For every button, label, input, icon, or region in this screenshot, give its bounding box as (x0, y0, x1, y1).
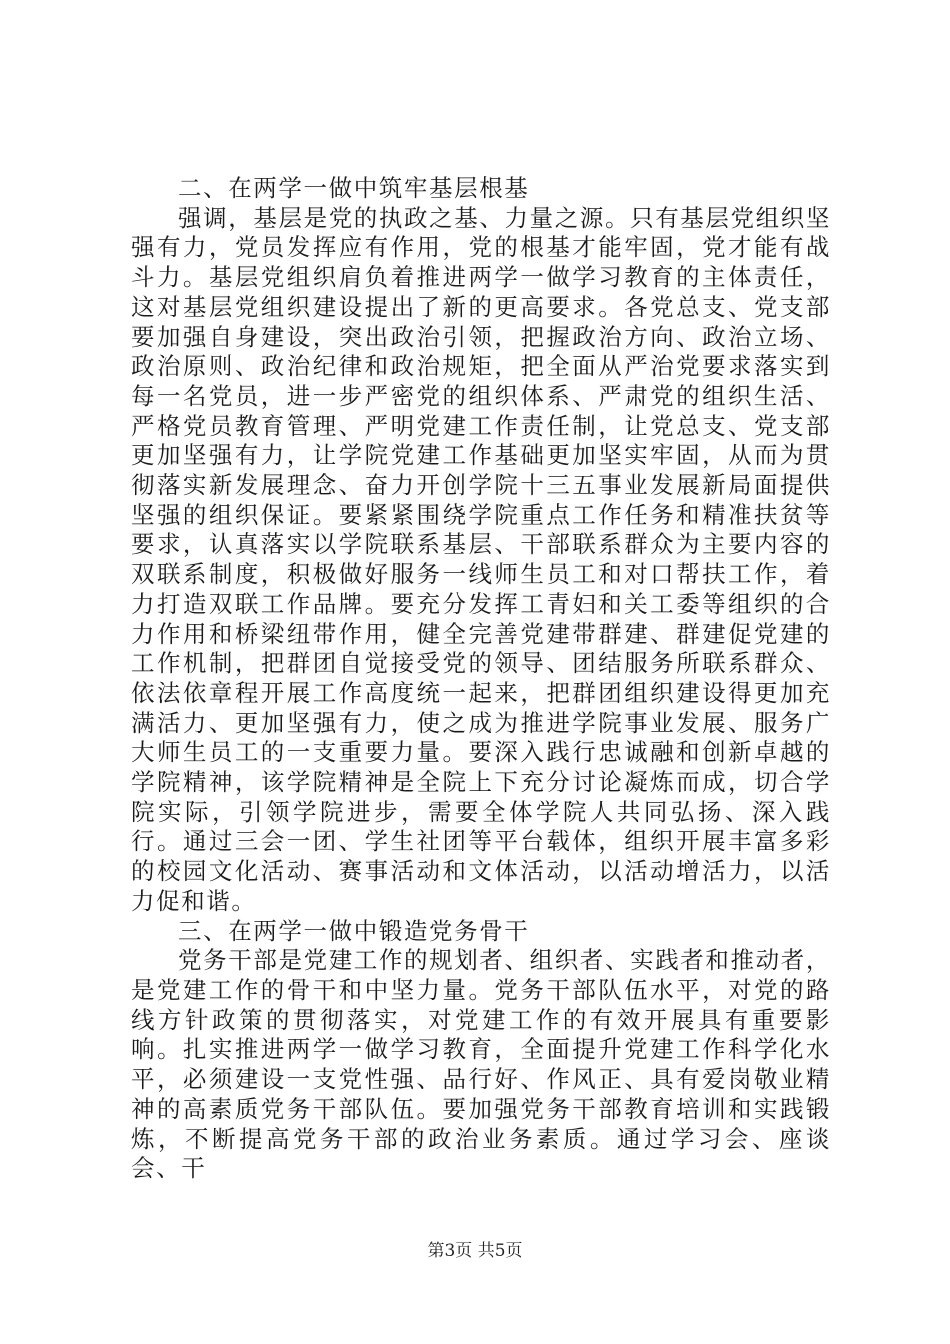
section-heading-2: 二、在两学一做中筑牢基层根基 (178, 174, 530, 202)
document-body (131, 174, 831, 1184)
page-number-footer: 第3页 共5页 (427, 1241, 523, 1261)
section-paragraph-3: 党务干部是党建工作的规划者、组织者、实践者和推动者，是党建工作的骨干和中坚力量。党务干部队伍水平，对党的路线方针政策的贯彻落实，对党建工作的有效开展具有重要影响。扎实推进两学一做学习教育，全面提升党建工作科学化水平，必须建设一支党性强、品行好、作风正、具有爱岗敬业精神的高素质党务干部队伍。要加强党务干部教育培训和实践锻炼，不断提高党务干部的政治业务素质。通过学习会、座谈会、干 (131, 946, 831, 1183)
section-heading-3: 三、在两学一做中锻造党务骨干 (178, 916, 530, 945)
section-paragraph-2: 强调，基层是党的执政之基、力量之源。只有基层党组织坚强有力，党员发挥应有作用，党的根基才能牢固，党才能有战斗力。基层党组织肩负着推进两学一做学习教育的主体责任，这对基层党组织建设提出了新的更高要求。各党总支、党支部要加强自身建设，突出政治引领，把握政治方向、政治立场、政治原则、政治纪律和政治规矩，把全面从严治党要求落实到每一名党员，进一步严密党的组织体系、严肃党的组织生活、严格党员教育管理、严明党建工作责任制，让党总支、党支部更加坚强有力，让学院党建工作基础更加坚实牢固，从而为贯彻落实新发展理念、奋力开创学院十三五事业发展新局面提供坚强的组织保证。要紧紧围绕学院重点工作任务和精准扶贫等要求，认真落实以学院联系基层、干部联系群众为主要内容的双联系制度，积极做好服务一线师生员工和对口帮扶工作，着力打造双联工作品牌。要充分发挥工青妇和关工委等组织的合力作用和桥梁纽带作用，健全完善党建带群建、群建促党建的工作机制，把群团自觉接受党的领导、团结服务所联系群众、依法依章程开展工作高度统一起来，把群团组织建设得更加充满活力、更加坚强有力，使之成为推进学院事业发展、服务广大师生员工的一支重要力量。要深入践行忠诚融和创新卓越的学院精神，该学院精神是全院上下充分讨论凝炼而成，切合学院实际，引领学院进步，需要全体学院人共同弘扬、深入践行。通过三会一团、学生社团等平台载体，组织开展丰富多彩的校园文化活动、赛事活动和文体活动，以活动增活力，以活力促和谐。 (131, 203, 831, 915)
